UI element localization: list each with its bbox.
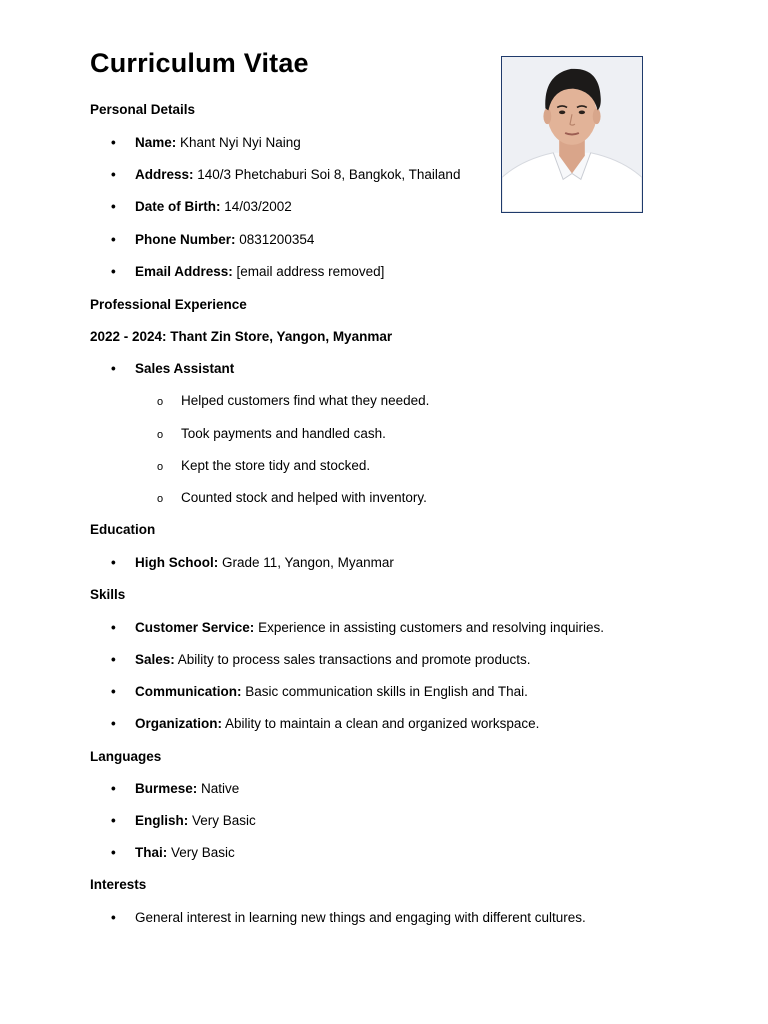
section-heading-interests: Interests: [90, 877, 147, 892]
list-item: • Name: Khant Nyi Nyi Naing: [111, 135, 301, 150]
section-heading-skills: Skills: [90, 587, 126, 602]
list-item: • Burmese: Native: [111, 781, 240, 796]
list-item: • Date of Birth: 14/03/2002: [111, 199, 292, 214]
job-line: 2022 - 2024: Thant Zin Store, Yangon, Myanmar: [90, 329, 393, 344]
person-portrait-icon: [502, 57, 642, 212]
document-title: Curriculum Vitae: [90, 48, 309, 78]
list-item: • Email Address: [email address removed]: [111, 264, 385, 279]
list-item: • Address: 140/3 Phetchaburi Soi 8, Bangkok, Thailand: [111, 167, 461, 182]
profile-photo: [501, 56, 643, 213]
list-item: • Customer Service: Experience in assisting customers and resolving inquiries.: [111, 620, 604, 635]
section-heading-education: Education: [90, 522, 156, 537]
list-item: o Helped customers find what they needed.: [157, 393, 430, 408]
section-heading-experience: Professional Experience: [90, 297, 247, 312]
list-item: • Sales: Ability to process sales transactions and promote products.: [111, 652, 531, 667]
list-item: • Communication: Basic communication skills in English and Thai.: [111, 684, 528, 699]
list-item: • High School: Grade 11, Yangon, Myanmar: [111, 555, 394, 570]
list-item: o Counted stock and helped with inventory.: [157, 490, 427, 505]
list-item: • Organization: Ability to maintain a clean and organized workspace.: [111, 716, 540, 731]
job-role: • Sales Assistant: [111, 361, 235, 376]
section-heading-personal: Personal Details: [90, 102, 196, 117]
list-item: • General interest in learning new things and engaging with different cultures.: [111, 910, 586, 925]
list-item: • Thai: Very Basic: [111, 845, 235, 860]
list-item: • Phone Number: 0831200354: [111, 232, 315, 247]
list-item: o Kept the store tidy and stocked.: [157, 458, 371, 473]
section-heading-languages: Languages: [90, 749, 162, 764]
list-item: • English: Very Basic: [111, 813, 256, 828]
list-item: o Took payments and handled cash.: [157, 426, 386, 441]
